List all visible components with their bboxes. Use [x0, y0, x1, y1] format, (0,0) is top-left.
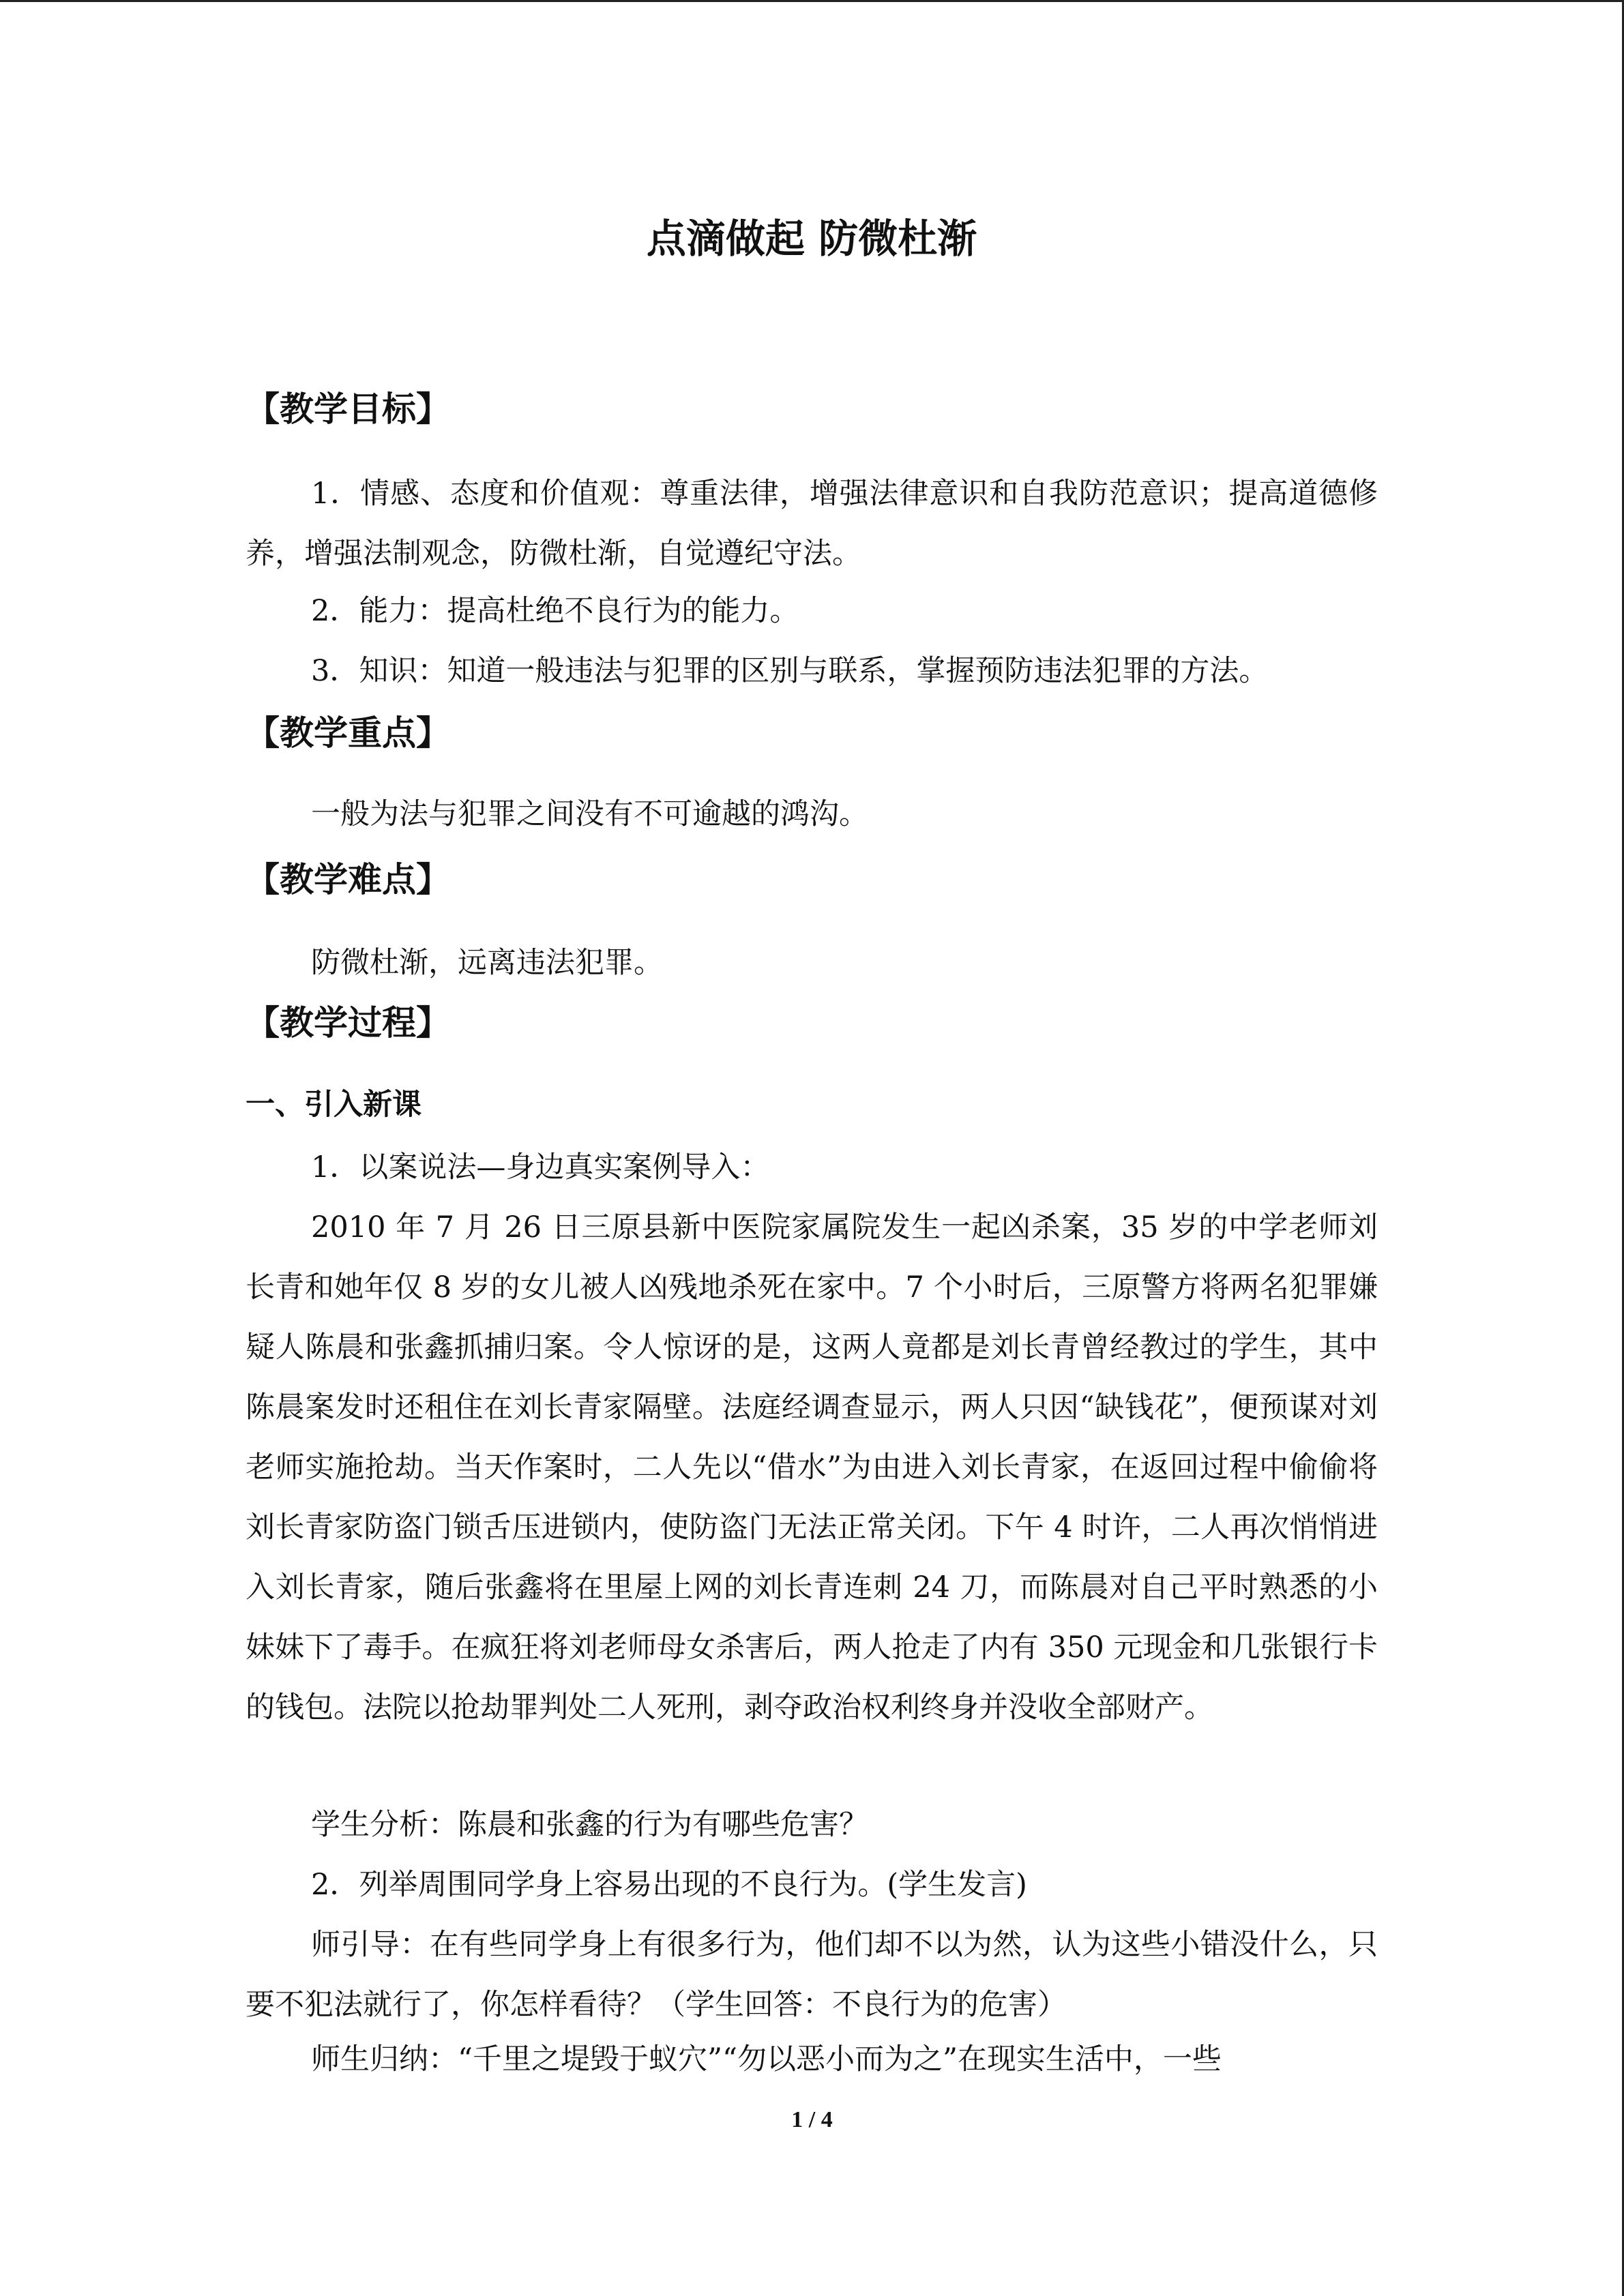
difficulties-text: 防微杜渐，远离违法犯罪。 [311, 946, 663, 980]
process-paragraph-5: 师引导：在有些同学身上有很多行为，他们却不以为然，认为这些小错没什么，只要不犯法就行了，你怎样看待？（学生回答：不良行为的危害） [246, 1928, 1378, 2022]
heading-process: 【教学过程】 [246, 1003, 450, 1043]
case-story-paragraph: 2010 年 7 月 26 日三原县新中医院家属院发生一起凶杀案，35 岁的中学老师刘长青和她年仅 8 岁的女儿被人凶残地杀死在家中。7 个小时后，三原警方将两名犯罪嫌疑人陈晨和张鑫抓捕归案。令人惊讶的是，这两人竟都是刘长青曾经教过的学生，其中陈晨案发时还租住在刘长青家隔壁。法庭经调查显示，两人只因“缺钱花”，便预谋对刘老师实施抢劫。当天作案时，二人先以“借水”为由进入刘长青家，在返回过程中偷偷将刘长青家防盗门锁舌压进锁内，使防盗门无法正常关闭。下午 4 时许，二人再次悄悄进入刘长青家，随后张鑫将在里屋上网的刘长青连刺 24 刀，而陈晨对自己平时熟悉的小妹妹下了毒手。在疯狂将刘老师母女杀害后，两人抢走了内有 350 元现金和几张银行卡的钱包。法院以抢劫罪判处二人死刑，剥夺政治权利终身并没收全部财产。 [246, 1210, 1378, 1725]
page-number: 1 / 4 [791, 2107, 833, 2132]
objective-item-3: 3．知识：知道一般违法与犯罪的区别与联系，掌握预防违法犯罪的方法。 [311, 654, 1269, 688]
heading-objectives: 【教学目标】 [246, 389, 450, 429]
key-points-text: 一般为法与犯罪之间没有不可逾越的鸿沟。 [311, 797, 868, 831]
heading-difficulties: 【教学难点】 [246, 860, 450, 899]
process-paragraph-6: 师生归纳：“千里之堤毁于蚁穴”“勿以恶小而为之”在现实生活中，一些 [311, 2042, 1222, 2076]
process-paragraph-3: 学生分析：陈晨和张鑫的行为有哪些危害？ [311, 1808, 868, 1842]
heading-key-points: 【教学重点】 [246, 713, 450, 753]
document-title: 点滴做起 防微杜渐 [646, 215, 977, 262]
objective-item-2: 2．能力：提高杜绝不良行为的能力。 [311, 594, 799, 628]
page-border-top [0, 0, 1624, 2]
process-paragraph-4: 2．列举周围同学身上容易出现的不良行为。(学生发言) [311, 1868, 1027, 1902]
process-paragraph-1: 1．以案说法—身边真实案例导入： [311, 1150, 770, 1184]
objective-item-1: 1．情感、态度和价值观：尊重法律，增强法律意识和自我防范意识；提高道德修养，增强法制观念，防微杜渐，自觉遵纪守法。 [246, 477, 1378, 571]
subheading-intro: 一、引入新课 [246, 1088, 422, 1122]
